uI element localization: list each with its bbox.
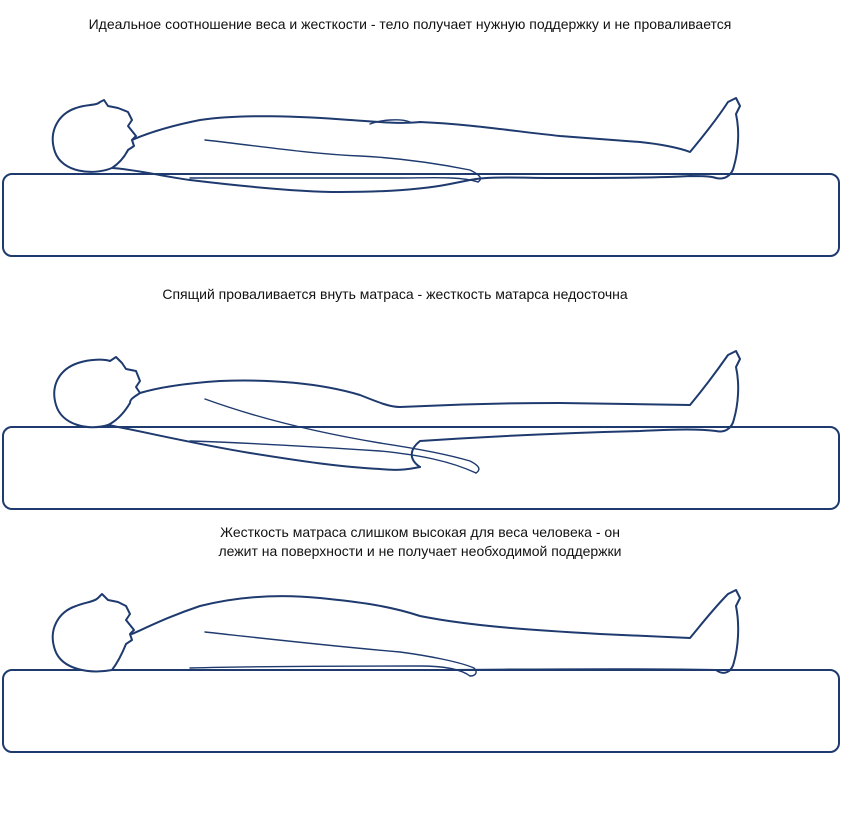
mattress-too-soft (3, 427, 839, 509)
mattress-ideal (3, 174, 839, 256)
caption-too-firm-line2: лежит на поверхности и не получает необходимой поддержки (218, 543, 622, 559)
caption-too-firm-line1: Жесткость матраса слишком высокая для веса человека - он (220, 524, 620, 540)
scene-too-firm (0, 576, 842, 836)
caption-too-soft: Спящий проваливается внуть матраса - жесткость матарса недосточна (162, 286, 628, 302)
sleeper-too-soft (54, 351, 740, 473)
caption-ideal: Идеальное соотношение веса и жесткости - тело получает нужную поддержку и не проваливается (88, 16, 732, 32)
mattress-too-firm (3, 670, 839, 752)
sleeper-too-firm (53, 590, 740, 676)
sleeper-ideal (53, 98, 740, 192)
